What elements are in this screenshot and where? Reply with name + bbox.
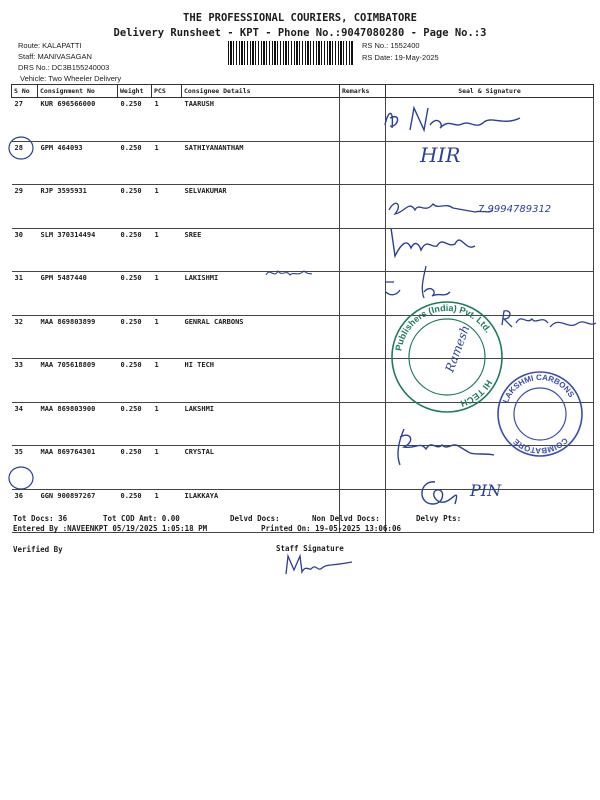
row-pcs: 1 — [152, 446, 182, 490]
total-docs: Tot Docs: 36 — [13, 514, 68, 523]
signature-row-36-text: PIN — [470, 481, 502, 500]
row-consignment: GGN 900897267 — [38, 489, 118, 533]
row-consignee: SATHIYANANTHAM — [182, 141, 340, 185]
route-label: Route: KALAPATTI — [18, 41, 82, 50]
row-sno: 35 — [12, 446, 38, 490]
col-signature: Seal & Signature — [386, 85, 594, 98]
row-consignment: GPM 5487440 — [38, 272, 118, 316]
row-consignment: GPM 464093 — [38, 141, 118, 185]
row-sno: 31 — [12, 272, 38, 316]
row-remarks — [340, 359, 386, 403]
delivered-docs: Delvd Docs: — [230, 514, 280, 523]
signature-row-35 — [390, 425, 500, 470]
runsheet-subtitle: Delivery Runsheet - KPT - Phone No.:9047080280 - Page No.:3 — [113, 27, 487, 39]
row-consignee: SREE — [182, 228, 340, 272]
row-weight: 0.250 — [118, 228, 152, 272]
row-sno: 28 — [12, 141, 38, 185]
row-consignment: MAA 869803899 — [38, 315, 118, 359]
col-weight: Weight — [118, 85, 152, 98]
row-sno: 33 — [12, 359, 38, 403]
row-remarks — [340, 315, 386, 359]
row-pcs: 1 — [152, 185, 182, 229]
row-weight: 0.250 — [118, 446, 152, 490]
row-remarks — [340, 272, 386, 316]
row-weight: 0.250 — [118, 98, 152, 142]
row-weight: 0.250 — [118, 402, 152, 446]
row-remarks — [340, 446, 386, 490]
svg-text:Publishers (India) Pvt. Ltd. — [393, 303, 493, 352]
row-consignee: LAKSHMI — [182, 402, 340, 446]
row-consignment: MAA 869803900 — [38, 402, 118, 446]
row-consignee: LAKISHMI — [182, 272, 340, 316]
row-pcs: 1 — [152, 272, 182, 316]
company-title: THE PROFESSIONAL COURIERS, COIMBATORE — [183, 12, 417, 24]
row-pcs: 1 — [152, 315, 182, 359]
row-remarks — [340, 185, 386, 229]
col-remarks: Remarks — [340, 85, 386, 98]
row-sno: 27 — [12, 98, 38, 142]
col-pcs: PCS — [152, 85, 182, 98]
row-weight: 0.250 — [118, 141, 152, 185]
staff-label: Staff: MANIVASAGAN — [18, 52, 92, 61]
signature-row-32 — [498, 305, 598, 335]
publisher-seal-ring-text-2: HI TECH — [459, 378, 495, 409]
row-remarks — [340, 141, 386, 185]
signature-row-29-phone: 7.9994789312 — [478, 204, 552, 215]
verified-by: Verified By — [13, 545, 63, 554]
signature-row-30 — [385, 222, 495, 262]
row-consignment: KUR 696566000 — [38, 98, 118, 142]
row-consignment: SLM 370314494 — [38, 228, 118, 272]
col-sno: S No — [12, 85, 38, 98]
row-pcs: 1 — [152, 359, 182, 403]
signature-row-27 — [380, 100, 530, 140]
total-cod: Tot COD Amt: 0.00 — [103, 514, 180, 523]
row-sno: 34 — [12, 402, 38, 446]
table-header — [12, 85, 594, 98]
barcode — [228, 41, 354, 65]
row-remarks — [340, 228, 386, 272]
sno-36-circle — [6, 463, 36, 493]
row-consignee: CRYSTAL — [182, 446, 340, 490]
carbons-seal-ring-text-2: COIMBATORE — [511, 435, 570, 456]
signature-row-36 — [415, 474, 465, 514]
row-consignee: ILAKKAYA — [182, 489, 340, 533]
row-consignee: HI TECH — [182, 359, 340, 403]
row-weight: 0.250 — [118, 315, 152, 359]
row-consignee: SELVAKUMAR — [182, 185, 340, 229]
row-pcs: 1 — [152, 98, 182, 142]
row-consignee: GENRAL CARBONS — [182, 315, 340, 359]
row-consignee: TAARUSH — [182, 98, 340, 142]
sno-28-circle — [6, 133, 36, 163]
vehicle-label: Vehicle: Two Wheeler Delivery — [20, 74, 122, 83]
publisher-seal-signature: Ramesh — [442, 323, 473, 375]
staff-signature — [282, 552, 362, 578]
signature-row-28: HIR — [420, 143, 461, 167]
row-pcs: 1 — [152, 402, 182, 446]
row-consignment: MAA 869764301 — [38, 446, 118, 490]
printed-on: Printed On: 19-05-2025 13:06:06 — [261, 524, 401, 533]
non-delivered-docs: Non Delvd Docs: — [312, 514, 380, 523]
row-remarks — [340, 402, 386, 446]
rs-number: RS No.: 1552400 — [362, 41, 420, 50]
row-sno: 32 — [12, 315, 38, 359]
row-weight: 0.250 — [118, 272, 152, 316]
delivery-points: Delvy Pts: — [416, 514, 462, 523]
staff-signature-label: Staff Signature — [276, 544, 344, 553]
row-weight: 0.250 — [118, 489, 152, 533]
drs-label: DRS No.: DC3B155240003 — [18, 63, 110, 72]
row-consignment: RJP 3595931 — [38, 185, 118, 229]
carbons-seal — [494, 368, 586, 460]
entered-by: Entered By :NAVEENKPT 05/19/2025 1:05:18 PM — [13, 524, 208, 533]
publisher-seal-ring-text: Publishers (India) Pvt. Ltd. — [393, 302, 494, 352]
row-weight: 0.250 — [118, 185, 152, 229]
col-consignee: Consignee Details — [182, 85, 340, 98]
row-pcs: 1 — [152, 228, 182, 272]
publisher-seal — [388, 298, 506, 416]
col-consignment: Consignment No — [38, 85, 118, 98]
row-consignment: MAA 705618809 — [38, 359, 118, 403]
row-pcs: 1 — [152, 141, 182, 185]
row-sno: 29 — [12, 185, 38, 229]
row-pcs: 1 — [152, 489, 182, 533]
table-row — [12, 141, 594, 185]
row-sno: 36 — [12, 489, 38, 533]
svg-text:COIMBATORE — [511, 436, 569, 455]
rs-date: RS Date: 19-May-2025 — [362, 53, 439, 62]
row-remarks — [340, 98, 386, 142]
carbons-seal-ring-text: LAKSHMI CARBONS — [501, 372, 576, 405]
row-signature — [386, 141, 594, 185]
signature-row-31-consignee — [264, 265, 314, 281]
row-weight: 0.250 — [118, 359, 152, 403]
row-sno: 30 — [12, 228, 38, 272]
